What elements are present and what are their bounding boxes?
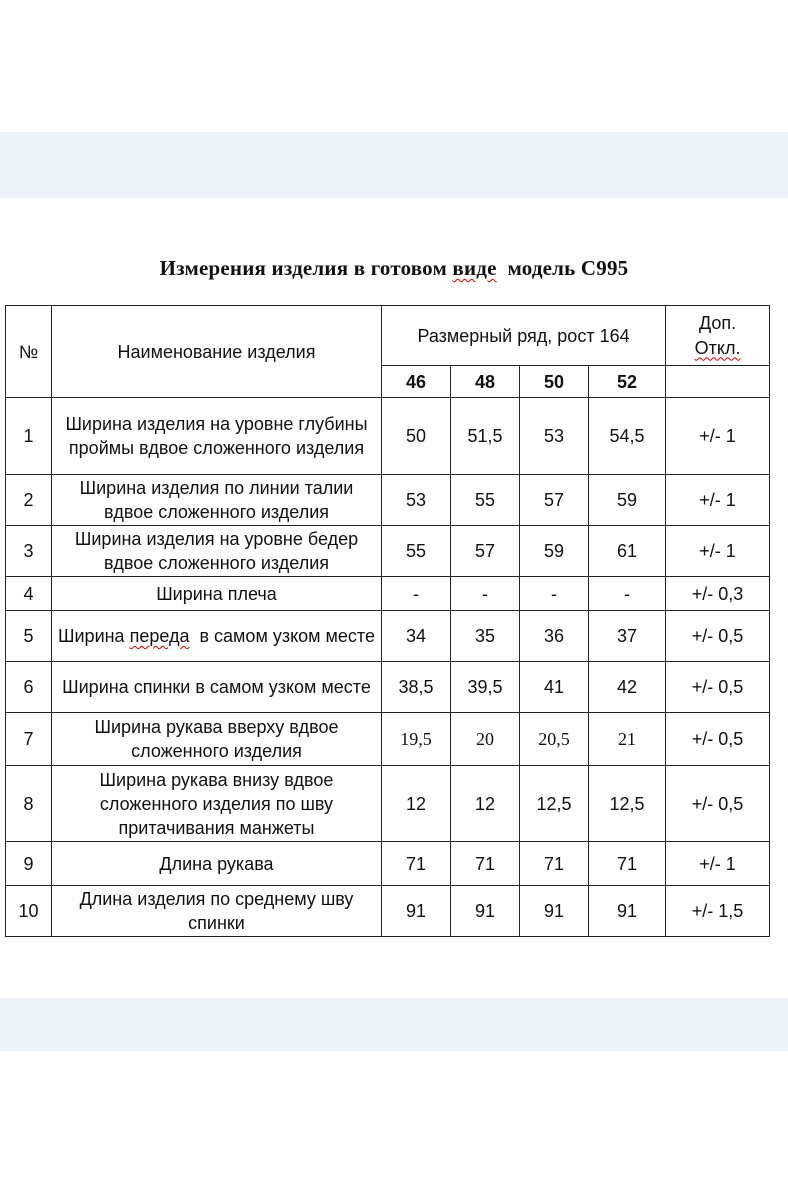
header-tolerance: Доп. Откл. <box>666 306 770 366</box>
row-value: 71 <box>451 842 520 886</box>
table-row <box>6 611 770 662</box>
row-value: 53 <box>520 398 589 475</box>
row-num: 2 <box>6 475 52 526</box>
row-value: 55 <box>451 475 520 526</box>
row-value: 36 <box>520 611 589 662</box>
row-num: 7 <box>6 713 52 766</box>
row-value: 38,5 <box>382 662 451 713</box>
top-band <box>0 132 788 198</box>
row-value: 57 <box>520 475 589 526</box>
row-num: 8 <box>6 766 52 842</box>
row-num: 1 <box>6 398 52 475</box>
row-name: Длина изделия по среднему шву спинки <box>52 886 382 937</box>
row-value: 91 <box>451 886 520 937</box>
table-row <box>6 886 770 937</box>
row-tolerance: +/- 0,5 <box>666 713 770 766</box>
row-value: 91 <box>589 886 666 937</box>
row-name: Ширина переда в самом узком месте <box>52 611 382 662</box>
row-value: 71 <box>520 842 589 886</box>
row-value: - <box>520 577 589 611</box>
row-value: 41 <box>520 662 589 713</box>
row-name: Ширина изделия на уровне бедер вдвое сложенного изделия <box>52 526 382 577</box>
row-value: - <box>382 577 451 611</box>
row-value: 54,5 <box>589 398 666 475</box>
measurements-table <box>5 305 770 937</box>
row-value: 12,5 <box>589 766 666 842</box>
row-name: Ширина рукава внизу вдвое сложенного изделия по шву притачивания манжеты <box>52 766 382 842</box>
row-value: 20 <box>451 713 520 766</box>
row-num: 5 <box>6 611 52 662</box>
header-sizes-title: Размерный ряд, рост 164 <box>382 306 666 366</box>
row-value: 71 <box>589 842 666 886</box>
row-value: 35 <box>451 611 520 662</box>
row-num: 3 <box>6 526 52 577</box>
row-name: Ширина изделия на уровне глубины проймы вдвое сложенного изделия <box>52 398 382 475</box>
row-value: 53 <box>382 475 451 526</box>
header-name: Наименование изделия <box>52 306 382 398</box>
document-title: Измерения изделия в готовом виде модель С995 <box>159 256 629 280</box>
size-46: 46 <box>382 366 451 398</box>
row-tolerance: +/- 0,5 <box>666 766 770 842</box>
row-value: 12,5 <box>520 766 589 842</box>
row-name: Длина рукава <box>52 842 382 886</box>
row-value: 12 <box>382 766 451 842</box>
row-value: - <box>589 577 666 611</box>
table-row <box>6 577 770 611</box>
row-name: Ширина спинки в самом узком месте <box>52 662 382 713</box>
header-num: № <box>6 306 52 398</box>
size-52: 52 <box>589 366 666 398</box>
row-num: 10 <box>6 886 52 937</box>
header-row <box>6 306 770 366</box>
row-value: - <box>451 577 520 611</box>
size-50: 50 <box>520 366 589 398</box>
row-tolerance: +/- 1 <box>666 475 770 526</box>
row-value: 37 <box>589 611 666 662</box>
row-value: 34 <box>382 611 451 662</box>
row-num: 4 <box>6 577 52 611</box>
table-row <box>6 662 770 713</box>
table-row <box>6 842 770 886</box>
row-tolerance: +/- 0,5 <box>666 662 770 713</box>
table-row <box>6 475 770 526</box>
row-name: Ширина рукава вверху вдвое сложенного изделия <box>52 713 382 766</box>
row-value: 12 <box>451 766 520 842</box>
row-tolerance: +/- 1,5 <box>666 886 770 937</box>
row-value: 91 <box>520 886 589 937</box>
row-value: 20,5 <box>520 713 589 766</box>
row-name: Ширина плеча <box>52 577 382 611</box>
row-value: 19,5 <box>382 713 451 766</box>
size-tolerance-empty <box>666 366 770 398</box>
table-row <box>6 398 770 475</box>
row-value: 42 <box>589 662 666 713</box>
row-value: 55 <box>382 526 451 577</box>
row-value: 59 <box>589 475 666 526</box>
row-name: Ширина изделия по линии талии вдвое сложенного изделия <box>52 475 382 526</box>
row-value: 51,5 <box>451 398 520 475</box>
size-48: 48 <box>451 366 520 398</box>
row-tolerance: +/- 1 <box>666 398 770 475</box>
row-value: 61 <box>589 526 666 577</box>
row-value: 39,5 <box>451 662 520 713</box>
row-tolerance: +/- 0,5 <box>666 611 770 662</box>
row-value: 91 <box>382 886 451 937</box>
table-row <box>6 766 770 842</box>
row-value: 59 <box>520 526 589 577</box>
row-tolerance: +/- 1 <box>666 526 770 577</box>
row-value: 21 <box>589 713 666 766</box>
row-value: 71 <box>382 842 451 886</box>
bottom-band <box>0 998 788 1051</box>
row-tolerance: +/- 1 <box>666 842 770 886</box>
row-value: 57 <box>451 526 520 577</box>
table-row <box>6 713 770 766</box>
row-num: 9 <box>6 842 52 886</box>
table-row <box>6 526 770 577</box>
row-value: 50 <box>382 398 451 475</box>
row-num: 6 <box>6 662 52 713</box>
row-tolerance: +/- 0,3 <box>666 577 770 611</box>
